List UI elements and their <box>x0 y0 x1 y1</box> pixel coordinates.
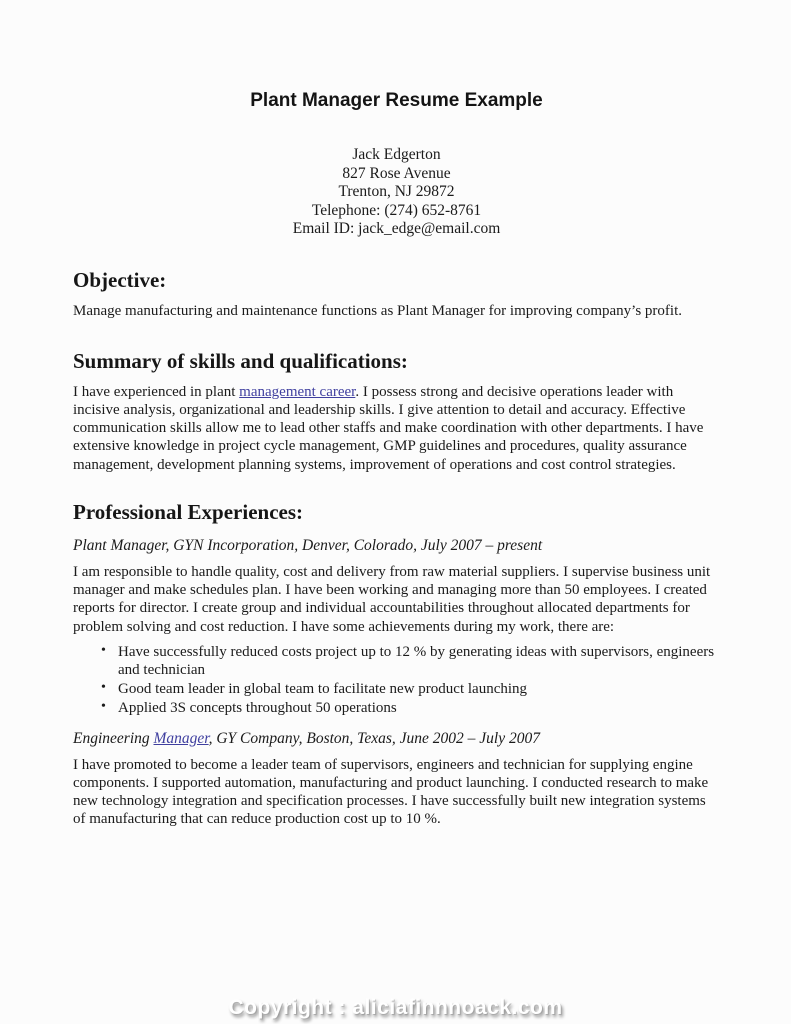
summary-text-before-link: I have experienced in plant <box>73 383 240 400</box>
achievement-item: • Applied 3S concepts throughout 50 operations <box>101 699 720 717</box>
summary-heading: Summary of skills and qualifications: <box>73 348 408 373</box>
achievement-item: • Good team leader in global team to facilitate new product launching <box>101 680 720 698</box>
job1-description: I am responsible to handle quality, cost and delivery from raw material suppliers. I supervise business unit manager and make schedules plan. I have been working and managing more than 50 employees. I created reports for director. I create group and individual accountabilities throughout allocated departments for problem solving and cost reduction. I have some achievements during my work, there are: <box>73 563 711 635</box>
objective-text: Manage manufacturing and maintenance functions as Plant Manager for improving company’s profit. <box>73 302 682 319</box>
job2-title-before-link: Engineering <box>73 729 154 747</box>
contact-address-street: 827 Rose Avenue <box>342 164 451 182</box>
contact-email: Email ID: jack_edge@email.com <box>292 220 501 237</box>
job2-description: I have promoted to become a leader team of supervisors, engineers and technician for supplying engine components. I supported automation, manufacturing and product launching. I conducted research to make new technology integration and specification processes. I have successfully built new integration systems of manufacturing that can reduce production cost up to 10 %. <box>73 756 709 828</box>
job2-title-after-link: , GY Company, Boston, Texas, June 2002 – July 2007 <box>208 729 540 747</box>
experience-heading: Professional Experiences: <box>73 499 303 524</box>
summary-text-after-link: . I possess strong and decisive operations leader with incisive analysis, organizational and leadership skills. I give attention to detail and accuracy. Effective communication skills allow me to lead other staffs and make coordination with other departments. I have extensive knowledge in project cycle management, GMP guidelines and procedures, quality assurance management, development planning systems, improvement of operations and cost control strategies. <box>73 383 704 473</box>
summary-text <box>73 383 720 474</box>
job1-title-line: Plant Manager, GYN Incorporation, Denver, Colorado, July 2007 – present <box>73 536 543 554</box>
contact-address-city: Trenton, NJ 29872 <box>338 183 455 200</box>
contact-name: Jack Edgerton <box>352 146 441 163</box>
page-title: Plant Manager Resume Example <box>250 90 543 111</box>
management-career-link[interactable]: management career <box>239 383 356 400</box>
contact-block <box>73 146 720 239</box>
manager-link[interactable]: Manager <box>153 729 209 747</box>
copyright-watermark: Copyright : aliciafinnnoack.com <box>228 996 563 1019</box>
achievement-item: • Have successfully reduced costs project up to 12 % by generating ideas with supervisors, engineers and technician <box>101 643 720 679</box>
objective-heading: Objective: <box>73 267 167 292</box>
job1-achievement-list <box>73 643 720 718</box>
job2-title-line <box>73 730 720 748</box>
contact-telephone: Telephone: (274) 652-8761 <box>311 201 482 219</box>
